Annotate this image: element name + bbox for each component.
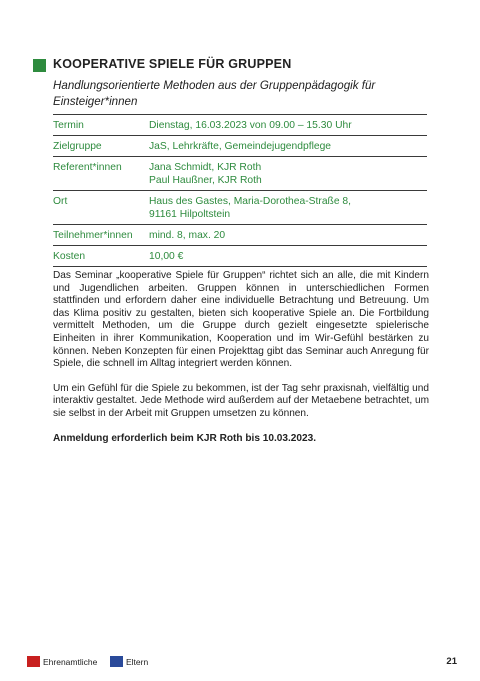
page-title: KOOPERATIVE SPIELE FÜR GRUPPEN — [53, 57, 292, 71]
info-row-kosten — [53, 246, 427, 267]
category-marker — [33, 59, 46, 72]
ort-line-1: Haus des Gastes, Maria-Dorothea-Straße 8, — [149, 196, 352, 207]
subtitle: Handlungsorientierte Methoden aus der Gruppenpädagogik für Einsteiger*innen — [53, 79, 376, 108]
info-value: 10,00 € — [149, 246, 427, 267]
info-row-ort — [53, 191, 427, 225]
registration-note: Anmeldung erforderlich beim KJR Roth bis 10.03.2023. — [53, 432, 317, 444]
info-label: Kosten — [53, 246, 149, 267]
info-value: JaS, Lehrkräfte, Gemeindejugendpflege — [149, 136, 427, 157]
description-paragraph-2: Um ein Gefühl für die Spiele zu bekommen, ist der Tag sehr praxisnah, vielfältig und interaktiv gestaltet. Jede Methode wird außerdem auf der Metaebene betrachtet, um sie selbst in der Arbeit mit Gruppen umsetzen zu können. — [53, 382, 429, 419]
info-table — [53, 114, 427, 267]
legend-item-eltern — [110, 656, 148, 667]
legend-item-ehrenamtliche — [27, 656, 97, 667]
info-row-termin — [53, 115, 427, 136]
referent-line-2: Paul Haußner, KJR Roth — [149, 175, 262, 186]
legend-swatch-blue — [110, 656, 123, 667]
page-footer — [27, 656, 457, 670]
page-number: 21 — [446, 656, 457, 667]
info-row-referent — [53, 157, 427, 191]
description — [53, 270, 429, 457]
info-row-teilnehmer — [53, 225, 427, 246]
info-row-zielgruppe — [53, 136, 427, 157]
referent-line-1: Jana Schmidt, KJR Roth — [149, 162, 262, 173]
info-label: Termin — [53, 115, 149, 136]
info-label: Zielgruppe — [53, 136, 149, 157]
info-value: mind. 8, max. 20 — [149, 225, 427, 246]
info-label: Teilnehmer*innen — [53, 225, 149, 246]
legend-label: Ehrenamtliche — [43, 656, 98, 667]
info-value — [149, 191, 427, 225]
legend-label: Eltern — [126, 656, 149, 667]
info-value: Dienstag, 16.03.2023 von 09.00 – 15.30 Uhr — [149, 115, 427, 136]
info-label: Referent*innen — [53, 157, 149, 191]
info-label: Ort — [53, 191, 149, 225]
description-paragraph-1: Das Seminar „kooperative Spiele für Gruppen“ richtet sich an alle, die mit Kindern und Jugendlichen arbeiten. Gruppen können in unterschiedlichen Formen stattfinden und erfordern daher eine individuelle Betrachtung und Betreuung. Um das Klima positiv zu gestalten, bieten sich kooperative Spiele an. Die Fortbildung vermittelt Methoden, um die Gruppe durch gezielt eingesetzte spielerische Einheiten in ihrer Kommunikation, Kooperation und im Wir-Gefühl bestärken zu können. Neben Konzepten für einen Projekttag gibt das Seminar auch Anregung für Spiele, die schnell im Alltag integriert werden können. — [53, 270, 429, 370]
legend-swatch-red — [27, 656, 40, 667]
info-value — [149, 157, 427, 191]
ort-line-2: 91161 Hilpoltstein — [149, 209, 231, 220]
